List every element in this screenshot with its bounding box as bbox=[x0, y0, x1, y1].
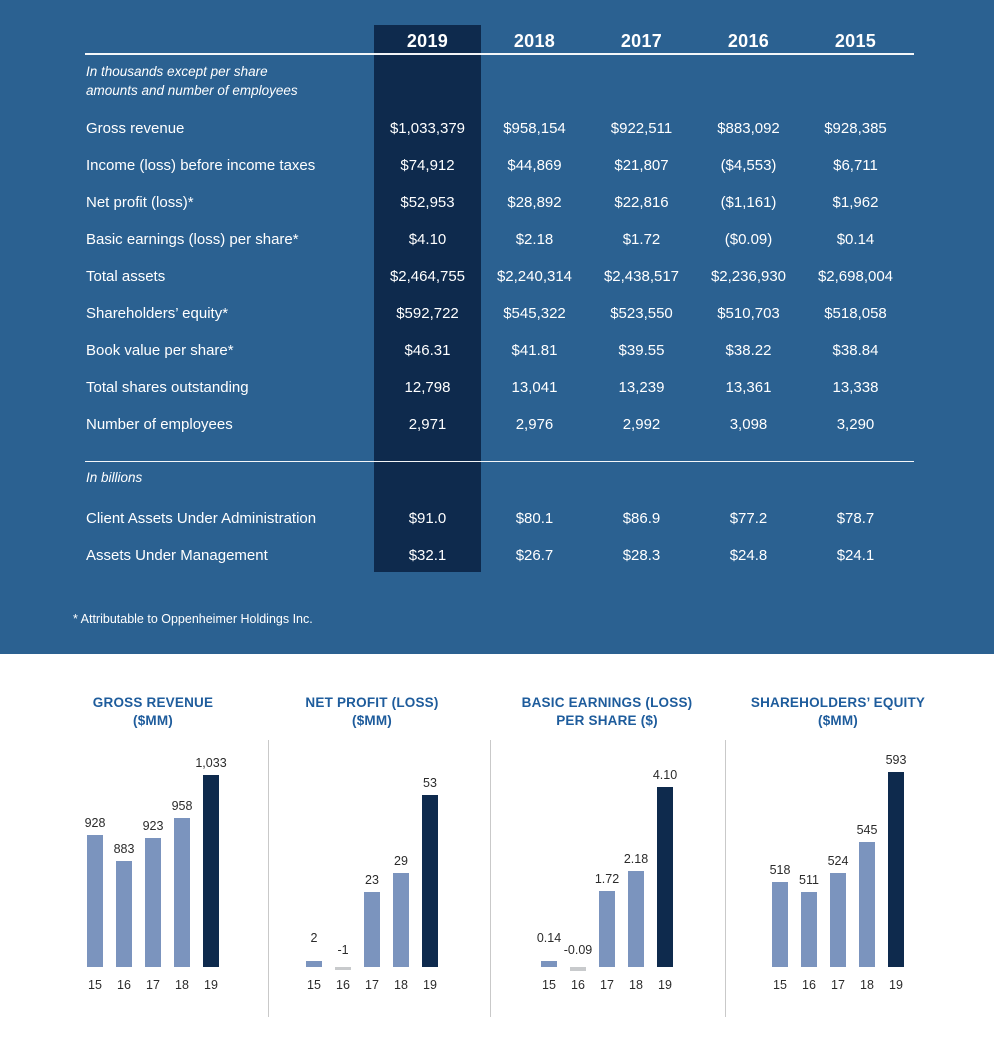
chart-title bbox=[497, 694, 717, 729]
units-note-line2: amounts and number of employees bbox=[86, 83, 298, 98]
row-label: Book value per share* bbox=[86, 342, 234, 359]
chart-divider bbox=[725, 740, 726, 1017]
bar-19 bbox=[422, 795, 438, 967]
row-label: Client Assets Under Administration bbox=[86, 510, 317, 527]
year-tick-19: 19 bbox=[204, 978, 218, 992]
table-cell-value: $39.55 bbox=[618, 342, 665, 359]
chart-title-line1: GROSS REVENUE bbox=[92, 695, 214, 710]
year-tick-16: 16 bbox=[117, 978, 131, 992]
bar-17 bbox=[830, 873, 846, 967]
table-row bbox=[85, 369, 914, 406]
year-header-2016: 2016 bbox=[727, 31, 770, 51]
chart-title bbox=[43, 694, 263, 729]
table-cell-value: 13,041 bbox=[511, 379, 558, 396]
year-tick-18: 18 bbox=[394, 978, 408, 992]
table-cell-value: $32.1 bbox=[408, 547, 447, 564]
table-cell-value: $41.81 bbox=[511, 342, 558, 359]
table-cell-value: $6,711 bbox=[833, 157, 878, 174]
chart-shareholders-equity bbox=[728, 694, 948, 992]
row-label: Total shares outstanding bbox=[86, 379, 249, 396]
bar-16 bbox=[116, 861, 132, 967]
table-cell-value: $1.72 bbox=[622, 231, 661, 248]
table-cell-value: 3,290 bbox=[836, 416, 875, 433]
table-body-thousands bbox=[85, 110, 914, 443]
charts-section bbox=[0, 654, 994, 1046]
table-cell-value: $46.31 bbox=[404, 342, 451, 359]
row-label: Income (loss) before income taxes bbox=[86, 157, 316, 174]
table-cell-value: $922,511 bbox=[610, 120, 673, 137]
table-cell-value: $77.2 bbox=[729, 510, 768, 527]
table-cell-value: $883,092 bbox=[717, 120, 780, 137]
table-cell-value: $518,058 bbox=[824, 305, 887, 322]
table-row bbox=[85, 332, 914, 369]
table-cell-value: 13,239 bbox=[618, 379, 665, 396]
footnote: * Attributable to Oppenheimer Holdings Inc. bbox=[73, 612, 313, 626]
table-row bbox=[85, 537, 914, 574]
chart-year-axis bbox=[541, 978, 673, 992]
bar-17 bbox=[599, 891, 615, 967]
year-tick-17: 17 bbox=[600, 978, 614, 992]
chart-title bbox=[728, 694, 948, 729]
year-tick-18: 18 bbox=[175, 978, 189, 992]
chart-title-line1: BASIC EARNINGS (LOSS) bbox=[521, 695, 693, 710]
table-row bbox=[85, 221, 914, 258]
table-cell-value: $44,869 bbox=[507, 157, 562, 174]
year-tick-15: 15 bbox=[773, 978, 787, 992]
row-label: Gross revenue bbox=[86, 120, 185, 137]
chart-bars bbox=[769, 737, 907, 975]
bar-value-label: 524 bbox=[827, 853, 849, 868]
row-label: Assets Under Management bbox=[86, 547, 268, 564]
chart-title-line2: ($MM) bbox=[133, 712, 173, 728]
bar-value-label: 923 bbox=[142, 819, 164, 834]
year-tick-19: 19 bbox=[889, 978, 903, 992]
bar-value-label: 23 bbox=[365, 873, 379, 888]
table-cell-value: 13,361 bbox=[725, 379, 772, 396]
year-tick-16: 16 bbox=[336, 978, 350, 992]
table-cell-value: $510,703 bbox=[717, 305, 780, 322]
row-label: Net profit (loss)* bbox=[86, 194, 194, 211]
year-tick-17: 17 bbox=[365, 978, 379, 992]
table-cell-value: $958,154 bbox=[503, 120, 566, 137]
year-tick-18: 18 bbox=[860, 978, 874, 992]
table-cell-value: $4.10 bbox=[408, 231, 447, 248]
table-cell-value: 2,992 bbox=[622, 416, 661, 433]
table-cell-value: $38.84 bbox=[832, 342, 879, 359]
chart-title-line2: ($MM) bbox=[818, 712, 858, 728]
bar-17 bbox=[145, 838, 161, 967]
bar-value-label: 29 bbox=[394, 853, 408, 868]
table-cell-value: $28,892 bbox=[507, 194, 562, 211]
table-cell-value: ($0.09) bbox=[724, 231, 773, 248]
bar-17 bbox=[364, 892, 380, 967]
table-body-billions bbox=[85, 500, 914, 574]
table-cell-value: $28.3 bbox=[622, 547, 661, 564]
units-note-line1: In thousands except per share bbox=[86, 64, 268, 79]
table-cell-value: $91.0 bbox=[408, 510, 447, 527]
table-cell-value: 2,976 bbox=[515, 416, 554, 433]
table-cell-value: $2,240,314 bbox=[496, 268, 573, 285]
table-cell-value: $78.7 bbox=[836, 510, 875, 527]
chart-plot-area bbox=[497, 737, 717, 975]
table-cell-value: $80.1 bbox=[515, 510, 554, 527]
chart-net-profit-loss bbox=[262, 694, 482, 992]
year-tick-15: 15 bbox=[542, 978, 556, 992]
bar-value-label: 2.18 bbox=[623, 852, 649, 867]
chart-year-axis bbox=[306, 978, 438, 992]
chart-bars bbox=[84, 737, 227, 975]
year-tick-16: 16 bbox=[802, 978, 816, 992]
section-rule bbox=[85, 461, 914, 462]
year-tick-19: 19 bbox=[423, 978, 437, 992]
table-cell-value: $592,722 bbox=[396, 305, 459, 322]
bar-value-label: -0.09 bbox=[563, 943, 593, 957]
bar-16 bbox=[801, 892, 817, 967]
table-cell-value: $26.7 bbox=[515, 547, 554, 564]
bar-16 bbox=[335, 967, 351, 970]
table-cell-value: $22,816 bbox=[614, 194, 669, 211]
bar-value-label: 4.10 bbox=[652, 767, 678, 782]
year-tick-16: 16 bbox=[571, 978, 585, 992]
table-cell-value: 2,971 bbox=[408, 416, 447, 433]
row-label: Shareholders’ equity* bbox=[86, 305, 229, 322]
table-row bbox=[85, 258, 914, 295]
year-tick-17: 17 bbox=[831, 978, 845, 992]
bar-value-label: 928 bbox=[84, 816, 106, 831]
table-row bbox=[85, 406, 914, 443]
table-cell-value: $52,953 bbox=[400, 194, 455, 211]
table-row bbox=[85, 295, 914, 332]
year-tick-15: 15 bbox=[88, 978, 102, 992]
bar-19 bbox=[657, 787, 673, 967]
row-label: Basic earnings (loss) per share* bbox=[86, 231, 299, 248]
bar-value-label: 1.72 bbox=[594, 872, 620, 887]
table-cell-value: $38.22 bbox=[725, 342, 772, 359]
table-row bbox=[85, 110, 914, 147]
bar-15 bbox=[772, 882, 788, 967]
chart-bars bbox=[536, 737, 678, 975]
chart-plot-area bbox=[43, 737, 263, 975]
bar-value-label: 593 bbox=[885, 752, 907, 767]
table-cell-value: 13,338 bbox=[832, 379, 879, 396]
table-cell-value: 12,798 bbox=[404, 379, 451, 396]
bar-value-label: 0.14 bbox=[536, 930, 562, 945]
table-cell-value: $545,322 bbox=[503, 305, 566, 322]
chart-year-axis bbox=[772, 978, 904, 992]
table-row bbox=[85, 147, 914, 184]
table-cell-value: ($4,553) bbox=[720, 157, 777, 174]
table-cell-value: $86.9 bbox=[622, 510, 661, 527]
table-cell-value: $1,962 bbox=[832, 194, 879, 211]
bar-value-label: 1,033 bbox=[195, 755, 227, 770]
table-cell-value: $24.8 bbox=[729, 547, 768, 564]
bar-15 bbox=[541, 961, 557, 967]
table-row bbox=[85, 500, 914, 537]
chart-title bbox=[262, 694, 482, 729]
table-cell-value: $2,438,517 bbox=[603, 268, 680, 285]
chart-basic-eps bbox=[497, 694, 717, 992]
table-cell-value: $74,912 bbox=[400, 157, 455, 174]
table-cell-value: $21,807 bbox=[614, 157, 669, 174]
year-tick-15: 15 bbox=[307, 978, 321, 992]
bar-value-label: 511 bbox=[799, 873, 819, 888]
bar-value-label: 53 bbox=[423, 775, 437, 790]
table-cell-value: 3,098 bbox=[729, 416, 768, 433]
units-note bbox=[86, 62, 386, 100]
bar-18 bbox=[628, 871, 644, 967]
table-cell-value: $0.14 bbox=[836, 231, 875, 248]
bar-19 bbox=[203, 775, 219, 967]
row-label: Total assets bbox=[86, 268, 166, 285]
bar-18 bbox=[859, 842, 875, 967]
years-header-row bbox=[85, 26, 914, 52]
chart-title-line2: PER SHARE ($) bbox=[556, 712, 658, 728]
table-cell-value: $523,550 bbox=[610, 305, 673, 322]
table-cell-value: ($1,161) bbox=[720, 194, 777, 211]
table-cell-value: $2,464,755 bbox=[389, 268, 466, 285]
bar-18 bbox=[174, 818, 190, 967]
bar-15 bbox=[306, 961, 322, 968]
year-tick-19: 19 bbox=[658, 978, 672, 992]
year-header-2015: 2015 bbox=[834, 31, 877, 51]
chart-gross-revenue bbox=[43, 694, 263, 992]
header-rule bbox=[85, 53, 914, 55]
chart-title-line2: ($MM) bbox=[352, 712, 392, 728]
table-row bbox=[85, 184, 914, 221]
chart-plot-area bbox=[728, 737, 948, 975]
in-billions-label: In billions bbox=[86, 470, 143, 485]
year-header-2019: 2019 bbox=[406, 31, 449, 51]
bar-19 bbox=[888, 772, 904, 968]
chart-divider bbox=[490, 740, 491, 1017]
table-cell-value: $2,236,930 bbox=[710, 268, 787, 285]
table-cell-value: $1,033,379 bbox=[389, 120, 466, 137]
bar-value-label: -1 bbox=[337, 943, 349, 957]
bar-value-label: 518 bbox=[769, 862, 791, 877]
table-cell-value: $2.18 bbox=[515, 231, 554, 248]
table-cell-value: $24.1 bbox=[836, 547, 875, 564]
bar-value-label: 883 bbox=[113, 842, 135, 857]
year-tick-17: 17 bbox=[146, 978, 160, 992]
bar-18 bbox=[393, 873, 409, 967]
table-cell-value: $2,698,004 bbox=[817, 268, 894, 285]
row-label: Number of employees bbox=[86, 416, 233, 433]
bar-value-label: 2 bbox=[310, 930, 318, 945]
bar-value-label: 545 bbox=[856, 823, 878, 838]
bar-value-label: 958 bbox=[171, 798, 193, 813]
table-cell-value: $928,385 bbox=[824, 120, 887, 137]
chart-title-line1: NET PROFIT (LOSS) bbox=[305, 695, 439, 710]
chart-plot-area bbox=[262, 737, 482, 975]
bar-16 bbox=[570, 967, 586, 971]
chart-bars bbox=[306, 737, 438, 975]
year-tick-18: 18 bbox=[629, 978, 643, 992]
year-header-2018: 2018 bbox=[513, 31, 556, 51]
chart-year-axis bbox=[87, 978, 219, 992]
chart-title-line1: SHAREHOLDERS’ EQUITY bbox=[750, 695, 926, 710]
year-header-2017: 2017 bbox=[620, 31, 663, 51]
